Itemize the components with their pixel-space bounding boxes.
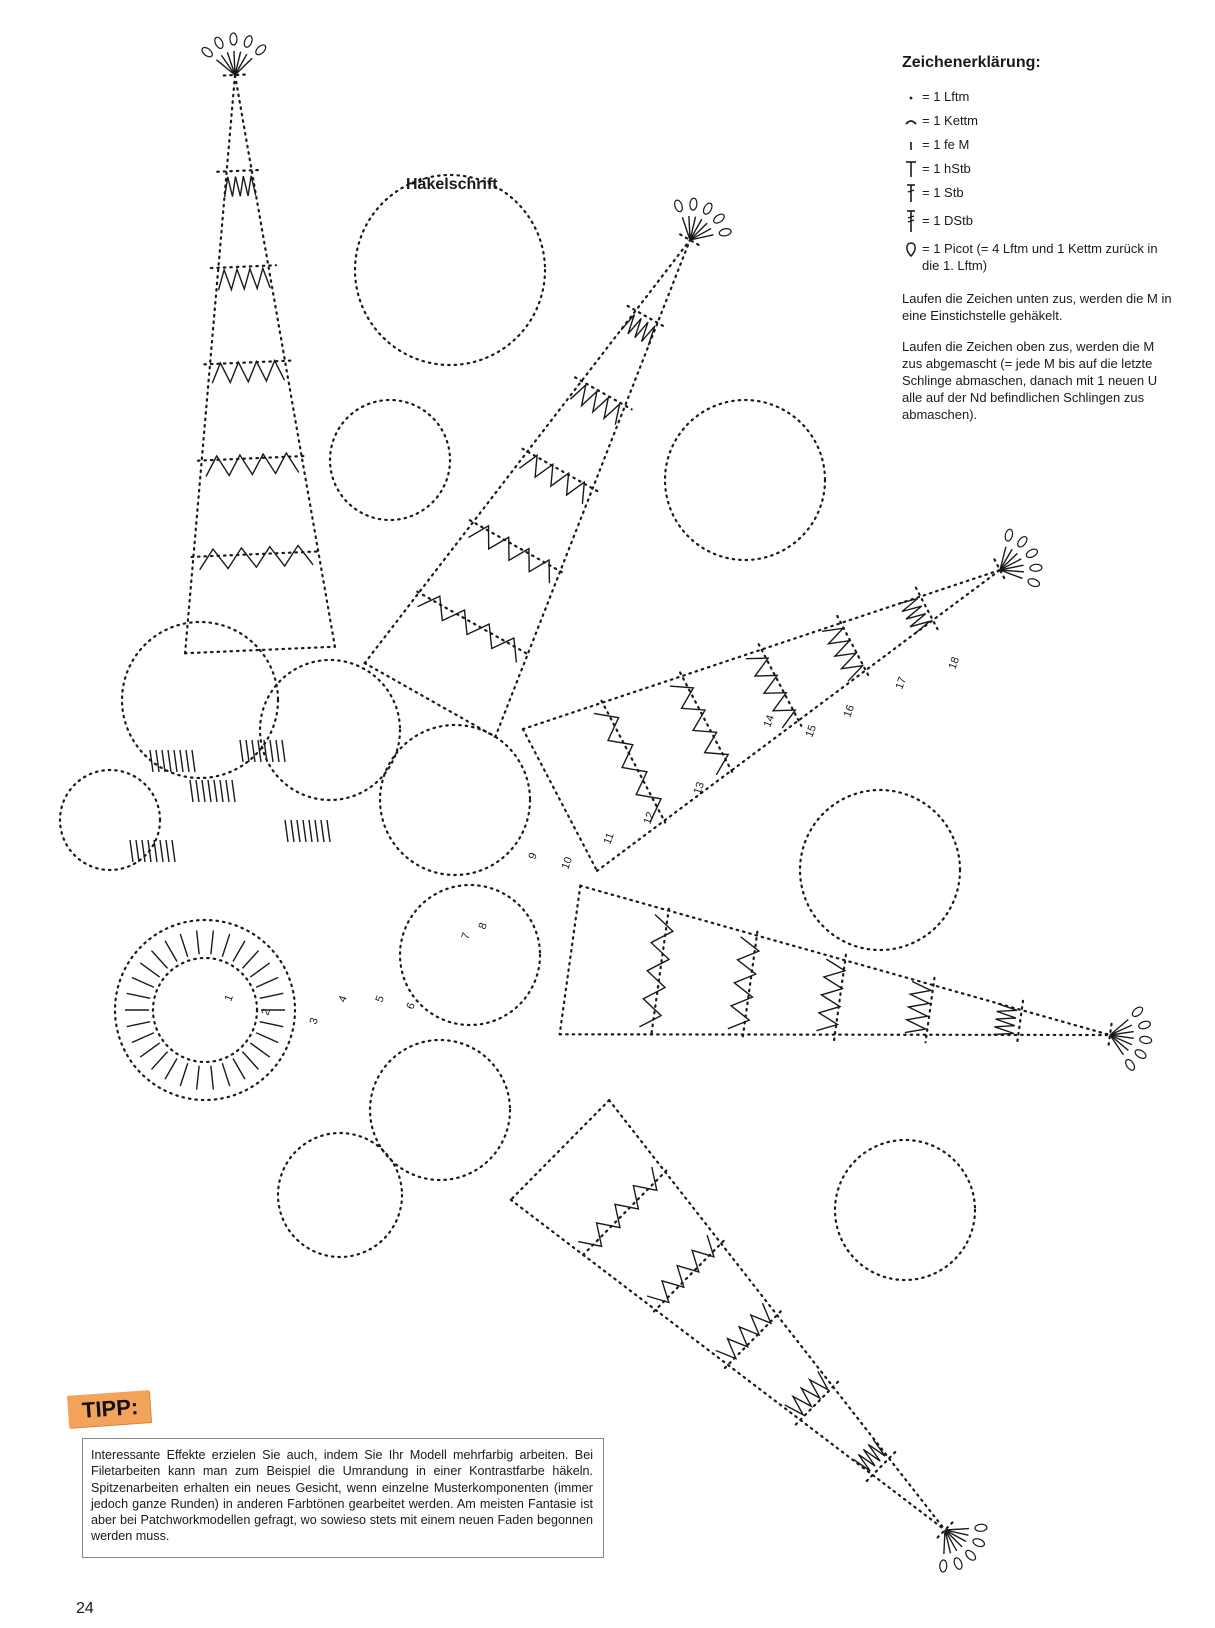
chain-row	[866, 1452, 895, 1481]
round-number: 6	[404, 1001, 418, 1012]
stitch-mark	[165, 1058, 177, 1079]
outer-arch	[355, 175, 545, 365]
legend-label: = 1 Stb	[922, 185, 964, 200]
chain-row	[211, 265, 276, 268]
legend-label: = 1 DStb	[922, 213, 973, 228]
stitch-mark	[136, 840, 139, 862]
picot-mark	[1025, 547, 1039, 559]
picot-mark	[213, 36, 225, 50]
round-number: 13	[691, 780, 708, 797]
stitch-mark	[297, 820, 300, 842]
stitch-mark	[151, 1052, 167, 1070]
chain-row	[511, 1100, 609, 1200]
arch-ring	[380, 725, 530, 875]
chain-edge	[580, 886, 1110, 1035]
chain-row	[204, 361, 290, 365]
picot-mark	[1138, 1020, 1151, 1030]
stitch-zigzag	[639, 915, 673, 1027]
picot-mark	[673, 199, 683, 213]
stitch-mark	[309, 820, 312, 842]
stitch-mark	[180, 934, 187, 957]
picot-mark	[689, 198, 697, 211]
picot-mark	[702, 202, 714, 216]
stitch-mark	[222, 1063, 229, 1086]
picot-icon	[902, 240, 920, 258]
picot-mark	[939, 1560, 947, 1572]
round-number: 16	[841, 703, 858, 720]
chain-edge	[560, 1034, 1110, 1035]
stitch-mark	[208, 780, 211, 802]
outer-arch	[665, 400, 825, 560]
legend-item-treble	[902, 212, 1202, 240]
round-number: 4	[336, 994, 350, 1005]
picot-mark	[975, 1524, 987, 1532]
picot-mark	[712, 212, 726, 225]
chain-row	[1017, 1001, 1023, 1044]
stitch-zigzag	[225, 176, 256, 197]
outer-arch	[330, 400, 450, 520]
stitch-mark	[260, 1022, 283, 1027]
stitch-mark	[154, 840, 157, 862]
stitch-mark	[140, 1043, 159, 1057]
outer-arch	[835, 1140, 975, 1280]
stitch-mark	[270, 740, 273, 762]
stitch-mark	[256, 1033, 278, 1043]
round-number: 5	[373, 994, 387, 1005]
chain-row	[582, 1171, 666, 1257]
legend-label: = 1 Lftm	[922, 89, 970, 104]
picot-mark	[243, 35, 254, 49]
stitch-mark	[168, 750, 171, 772]
stitch-fan	[945, 1529, 969, 1530]
legend-item-chain	[902, 88, 1202, 112]
picot-mark	[964, 1549, 977, 1562]
chain-row	[417, 592, 529, 655]
legend-item-picot	[902, 240, 1202, 284]
stitch-mark	[242, 951, 258, 969]
stitch-mark	[211, 930, 214, 954]
stitch-mark	[197, 930, 200, 954]
arch-ring	[260, 660, 400, 800]
stitch-mark	[160, 840, 163, 862]
stitch-mark	[233, 941, 245, 962]
stitch-mark	[220, 780, 223, 802]
stitch-mark	[233, 1058, 245, 1079]
stitch-mark	[242, 1052, 258, 1070]
stitch-mark	[130, 840, 133, 862]
legend-label: = 1 Kettm	[922, 113, 978, 128]
arch-ring	[60, 770, 160, 870]
stitch-mark	[196, 780, 199, 802]
legend-label: = 1 hStb	[922, 161, 971, 176]
stitch-mark	[186, 750, 189, 772]
round-number: 12	[641, 810, 658, 827]
stitch-mark	[165, 941, 177, 962]
stitch-zigzag	[578, 1167, 657, 1246]
stitch-mark	[240, 740, 243, 762]
picot-mark	[719, 228, 732, 237]
stitch-mark	[162, 750, 165, 772]
stitch-mark	[222, 934, 229, 957]
stitch-mark	[192, 750, 195, 772]
outer-arch	[800, 790, 960, 950]
stitch-mark	[172, 840, 175, 862]
stitch-mark	[174, 750, 177, 772]
stitch-zigzag	[519, 455, 584, 504]
slip-stitch-icon	[902, 112, 920, 130]
stitch-mark	[132, 1033, 154, 1043]
single-crochet-icon	[902, 136, 920, 154]
stitch-zigzag	[594, 713, 661, 821]
center-ring	[153, 958, 257, 1062]
chain-edge	[235, 75, 335, 647]
stitch-mark	[246, 740, 249, 762]
picot-mark	[230, 33, 238, 45]
chain-row	[926, 978, 935, 1042]
stitch-zigzag	[469, 526, 550, 583]
stitch-mark	[190, 780, 193, 802]
round-number: 2	[259, 1007, 273, 1018]
round-number: 18	[946, 655, 963, 672]
stitch-mark	[132, 977, 154, 987]
legend-item-half-double	[902, 160, 1202, 184]
stitch-zigzag	[647, 1235, 714, 1302]
round-number: 17	[893, 675, 910, 692]
stitch-mark	[276, 740, 279, 762]
picot-mark	[972, 1537, 986, 1548]
stitch-zigzag	[822, 628, 863, 681]
chain-row	[523, 729, 597, 871]
stitch-zigzag	[219, 268, 271, 290]
stitch-mark	[166, 840, 169, 862]
stitch-mark	[151, 951, 167, 969]
half-double-icon	[902, 160, 920, 178]
chain-row	[560, 886, 581, 1035]
arch-ring	[400, 885, 540, 1025]
picot-mark	[200, 46, 214, 59]
stitch-mark	[232, 780, 235, 802]
tip-label: TIPP:	[67, 1390, 151, 1428]
picot-mark	[1027, 577, 1041, 588]
legend-note-top: Laufen die Zeichen oben zus, werden die M zus abgemascht (= jede M bis auf die letzte Schlinge abmaschen, danach mit 1 neuen U alle auf der Nd befindlichen Schlingen zus abmaschen).	[902, 339, 1158, 422]
round-number: 11	[601, 831, 617, 847]
page-number: 24	[76, 1600, 94, 1617]
picot-mark	[1139, 1036, 1152, 1045]
stitch-mark	[321, 820, 324, 842]
stitch-mark	[327, 820, 330, 842]
round-number: 1	[222, 993, 236, 1004]
stitch-mark	[211, 1066, 214, 1090]
chain-edge	[495, 240, 690, 737]
stitch-mark	[140, 963, 159, 977]
round-number: 7	[459, 931, 473, 942]
picot-mark	[1016, 535, 1029, 549]
legend-heading: Zeichenerklärung:	[902, 54, 1041, 71]
stitch-zigzag	[570, 385, 619, 425]
chain-edge	[365, 240, 690, 663]
stitch-mark	[214, 780, 217, 802]
legend-label: = 1 fe M	[922, 137, 970, 152]
picot-mark	[1124, 1058, 1137, 1072]
legend-item-double	[902, 184, 1202, 212]
stitch-mark	[256, 977, 278, 987]
stitch-mark	[285, 820, 288, 842]
stitch-zigzag	[206, 453, 299, 477]
round-number: 8	[476, 921, 490, 932]
picot-mark	[1030, 564, 1042, 572]
chart-title: Häkelschrift	[406, 176, 498, 193]
chain-edge	[609, 1100, 945, 1530]
chain-row	[522, 449, 597, 491]
tip-box: Interessante Effekte erzielen Sie auch, indem Sie Ihr Modell mehrfarbig arbeiten. Bei Filetarbeiten kann man zum Beispiel die Umrandung in einer Kontrastfarbe häkeln. Spitzenarbeiten erhalten ein neues Gesicht, wenn einzelne Musterkomponenten (immer jedoch ganze Runden) in anderen Farbtönen gearbeitet werden. Am meisten Fantasie ist aber bei Patchworkmodellen gefragt, wo sowieso stets mit einem neuen Faden begonnen werden muss.	[82, 1438, 604, 1558]
stitch-mark	[291, 820, 294, 842]
picot-mark	[1004, 528, 1014, 541]
picot-mark	[1134, 1048, 1148, 1060]
chain-dot-icon	[902, 88, 920, 106]
round-number: 14	[761, 713, 778, 730]
round-number: 15	[803, 723, 820, 740]
stitch-mark	[282, 740, 285, 762]
legend-item-single	[902, 136, 1202, 160]
stitch-mark	[303, 820, 306, 842]
stitch-mark	[226, 780, 229, 802]
legend-item-slip	[902, 112, 1202, 136]
stitch-mark	[197, 1066, 200, 1090]
stitch-zigzag	[785, 1371, 828, 1415]
chain-row	[602, 701, 666, 823]
round-numbers	[223, 655, 962, 1026]
stitch-mark	[127, 1022, 150, 1027]
chain-row	[217, 170, 261, 172]
stitch-mark	[142, 840, 145, 862]
chain-row	[365, 663, 496, 737]
stitch-mark	[156, 750, 159, 772]
round-number: 3	[307, 1016, 321, 1027]
stitch-fan	[944, 1530, 945, 1554]
stitch-zigzag	[418, 596, 517, 662]
stitch-mark	[260, 993, 283, 998]
stitch-mark	[250, 1043, 269, 1057]
stitch-zigzag	[670, 686, 728, 775]
stitch-mark	[258, 740, 261, 762]
picot-mark	[254, 43, 267, 56]
stitch-zigzag	[200, 545, 313, 569]
stitch-mark	[250, 963, 269, 977]
chain-row	[651, 909, 669, 1037]
double-crochet-icon	[902, 184, 920, 202]
picot-mark	[953, 1557, 964, 1571]
legend-note-bottom: Laufen die Zeichen unten zus, werden die M in eine Einstichstelle gehäkelt.	[902, 291, 1172, 323]
round-number: 10	[559, 855, 576, 872]
stitch-mark	[202, 780, 205, 802]
legend-label: = 1 Picot (= 4 Lftm und 1 Kettm zurück in die 1. Lftm)	[922, 241, 1158, 273]
treble-crochet-icon	[902, 212, 920, 230]
legend	[902, 54, 1202, 423]
stitch-mark	[315, 820, 318, 842]
stitch-mark	[180, 1063, 187, 1086]
picot-mark	[1131, 1005, 1145, 1018]
arch-ring	[278, 1133, 402, 1257]
round-number: 9	[526, 851, 540, 862]
stitch-mark	[127, 993, 150, 998]
stitch-mark	[180, 750, 183, 772]
